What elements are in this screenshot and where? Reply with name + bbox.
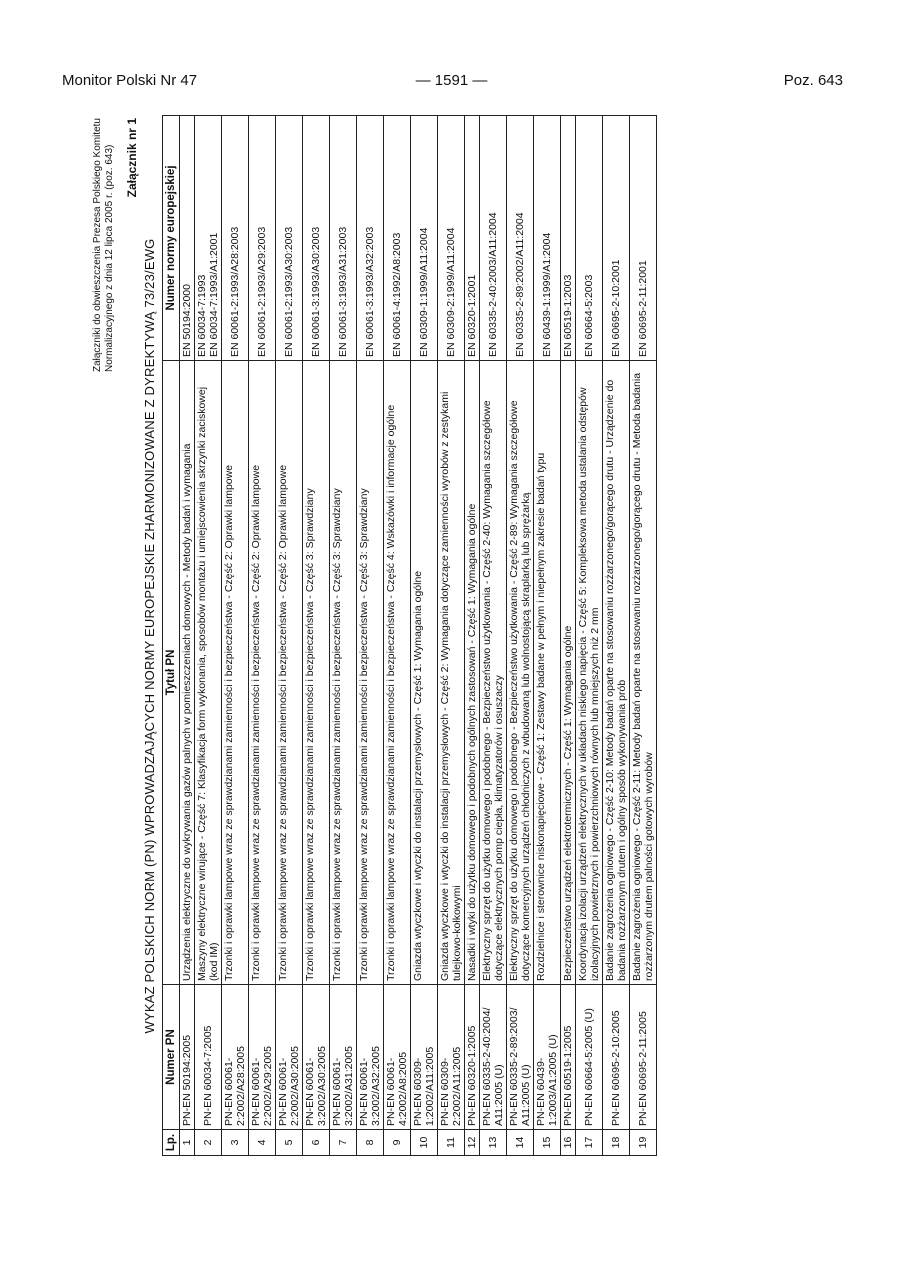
row-pn-number: PN-EN 60519-1:2005 <box>561 985 576 1130</box>
table-row <box>576 116 603 1156</box>
table-row <box>276 116 303 1156</box>
column-header-lp: Lp. <box>163 1130 180 1156</box>
table-row <box>507 116 534 1156</box>
row-pn-number: PN-EN 60061-2:2002/A30:2005 <box>276 985 303 1130</box>
en-number-line: EN 60034-7:1993/A1:2001 <box>208 232 220 357</box>
en-number-line: EN 60695-2-11:2001 <box>637 260 649 357</box>
table-row <box>384 116 411 1156</box>
row-title: Gniazda wtyczkowe i wtyczki do instalacji przemysłowych - Część 1: Wymagania ogólne <box>411 361 438 985</box>
row-pn-number: PN-EN 60309-2:2002/A11:2005 <box>438 985 465 1130</box>
page-header <box>0 0 903 110</box>
table-row <box>603 116 630 1156</box>
table-row <box>438 116 465 1156</box>
row-en-number <box>357 116 384 361</box>
row-lp: 6 <box>303 1130 330 1156</box>
row-pn-number: PN-EN 60695-2-11:2005 <box>630 985 657 1130</box>
row-lp: 17 <box>576 1130 603 1156</box>
row-lp: 7 <box>330 1130 357 1156</box>
headnote <box>92 118 116 372</box>
row-en-number <box>276 116 303 361</box>
en-number-line: EN 60061-4:1992/A8:2003 <box>391 232 403 357</box>
table-row <box>180 116 195 1156</box>
row-lp: 3 <box>222 1130 249 1156</box>
en-number-line: EN 60695-2-10:2001 <box>610 259 622 357</box>
row-lp: 15 <box>534 1130 561 1156</box>
row-title: Urządzenia elektryczne do wykrywania gazów palnych w pomieszczeniach domowych - Metody badań i wymagania <box>180 361 195 985</box>
table-row <box>357 116 384 1156</box>
row-title: Badanie zagrożenia ogniowego - Część 2-11: Metody badań oparte na stosowaniu rozżarzonego/gorącego drutu - Metoda badania rozżarzonym drutem palności gotowych wyrobów <box>630 361 657 985</box>
row-en-number <box>603 116 630 361</box>
row-pn-number: PN-EN 60335-2-40:2004/ A11:2005 (U) <box>480 985 507 1130</box>
table-row <box>465 116 480 1156</box>
row-title: Elektryczny sprzęt do użytku domowego i podobnego - Bezpieczeństwo użytkowania - Część 2-40: Wymagania szczegółowe dotyczące elektrycznych pomp ciepła, klimatyzatorów i osuszaczy <box>480 361 507 985</box>
row-lp: 14 <box>507 1130 534 1156</box>
table-row <box>561 116 576 1156</box>
row-title: Trzonki i oprawki lampowe wraz ze sprawdzianami zamienności i bezpieczeństwa - Część 2: Oprawki lampowe <box>249 361 276 985</box>
table-row <box>303 116 330 1156</box>
row-lp: 13 <box>480 1130 507 1156</box>
row-pn-number: PN-EN 60061-3:2002/A30:2005 <box>303 985 330 1130</box>
row-title: Trzonki i oprawki lampowe wraz ze sprawdzianami zamienności i bezpieczeństwa - Część 4: Wskazówki i informacje ogólne <box>384 361 411 985</box>
row-title: Trzonki i oprawki lampowe wraz ze sprawdzianami zamienności i bezpieczeństwa - Część 3: Sprawdziany <box>303 361 330 985</box>
column-header-numer-en: Numer normy europejskiej <box>163 116 180 361</box>
row-en-number <box>438 116 465 361</box>
row-en-number <box>507 116 534 361</box>
en-number-line: EN 60061-2:1993/A29:2003 <box>256 226 268 357</box>
row-lp: 18 <box>603 1130 630 1156</box>
row-en-number <box>249 116 276 361</box>
row-pn-number: PN-EN 60061-3:2002/A31:2005 <box>330 985 357 1130</box>
table-row <box>222 116 249 1156</box>
en-number-line: EN 60335-2-89:2002/A11:2004 <box>514 212 526 357</box>
table-row <box>480 116 507 1156</box>
en-number-line: EN 60309-2:1999/A11:2004 <box>445 227 457 357</box>
row-lp: 1 <box>180 1130 195 1156</box>
en-number-line: EN 60320-1:2001 <box>466 274 478 357</box>
position-number: Poz. 643 <box>783 72 843 89</box>
en-number-line: EN 60061-2:1993/A30:2003 <box>283 226 295 357</box>
row-lp: 16 <box>561 1130 576 1156</box>
en-number-line: EN 60664-5:2003 <box>583 274 595 357</box>
row-title: Trzonki i oprawki lampowe wraz ze sprawdzianami zamienności i bezpieczeństwa - Część 2: Oprawki lampowe <box>276 361 303 985</box>
row-pn-number: PN-EN 60034-7:2005 <box>195 985 222 1130</box>
table-row <box>195 116 222 1156</box>
table-header-row <box>163 116 180 1156</box>
en-number-line: EN 60034-7:1993 <box>196 274 208 357</box>
row-en-number <box>330 116 357 361</box>
row-pn-number: PN-EN 50194:2005 <box>180 985 195 1130</box>
table-row <box>330 116 357 1156</box>
row-en-number <box>384 116 411 361</box>
en-number-line: EN 60061-2:1993/A28:2003 <box>229 226 241 357</box>
en-number-line: EN 50194:2000 <box>181 284 193 357</box>
row-lp: 4 <box>249 1130 276 1156</box>
row-title: Trzonki i oprawki lampowe wraz ze sprawdzianami zamienności i bezpieczeństwa - Część 2: Oprawki lampowe <box>222 361 249 985</box>
row-lp: 8 <box>357 1130 384 1156</box>
table-row <box>630 116 657 1156</box>
en-number-line: EN 60061-3:1993/A32:2003 <box>364 226 376 357</box>
row-en-number <box>576 116 603 361</box>
annex-title: Załącznik nr 1 <box>125 118 139 198</box>
row-pn-number: PN-EN 60061-2:2002/A28:2005 <box>222 985 249 1130</box>
row-pn-number: PN-EN 60320-1:2005 <box>465 985 480 1130</box>
row-title: Maszyny elektryczne wirujące - Część 7: Klasyfikacja form wykonania, sposobów montażu i umiejscowienia skrzynki zaciskowej (kod IM) <box>195 361 222 985</box>
en-number-line: EN 60519-1:2003 <box>562 274 574 357</box>
row-title: Bezpieczeństwo urządzeń elektrotermicznych - Część 1: Wymagania ogólne <box>561 361 576 985</box>
headnote-line: Normalizacyjnego z dnia 12 lipca 2005 r. (poz. 643) <box>104 144 115 373</box>
headnote-line: Załączniki do obwieszczenia Prezesa Polskiego Komitetu <box>92 118 103 373</box>
row-title: Gniazda wtyczkowe i wtyczki do instalacji przemysłowych - Część 2: Wymagania dotyczące zamienności wyrobów z zestykami tulejkowo-kołkowymi <box>438 361 465 985</box>
table-row <box>534 116 561 1156</box>
row-lp: 19 <box>630 1130 657 1156</box>
row-en-number <box>222 116 249 361</box>
en-number-line: EN 60335-2-40:2003/A11:2004 <box>487 212 499 357</box>
row-lp: 11 <box>438 1130 465 1156</box>
row-en-number <box>561 116 576 361</box>
journal-name: Monitor Polski Nr 47 <box>62 72 198 89</box>
column-header-numer-pn: Numer PN <box>163 985 180 1130</box>
list-title: WYKAZ POLSKICH NORM (PN) WPROWADZAJĄCYCH NORMY EUROPEJSKIE ZHARMONIZOWANE Z DYREKTYWĄ 73/23/EWG <box>142 238 157 1034</box>
row-en-number <box>195 116 222 361</box>
rotated-content <box>92 116 776 1156</box>
row-en-number <box>303 116 330 361</box>
row-pn-number: PN-EN 60664-5:2005 (U) <box>576 985 603 1130</box>
row-pn-number: PN-EN 60439-1:2003/A1:2005 (U) <box>534 985 561 1130</box>
en-number-line: EN 60061-3:1993/A31:2003 <box>337 226 349 357</box>
row-lp: 2 <box>195 1130 222 1156</box>
row-en-number <box>534 116 561 361</box>
table-row <box>249 116 276 1156</box>
row-pn-number: PN-EN 60695-2-10:2005 <box>603 985 630 1130</box>
row-title: Trzonki i oprawki lampowe wraz ze sprawdzianami zamienności i bezpieczeństwa - Część 3: Sprawdziany <box>330 361 357 985</box>
row-en-number <box>465 116 480 361</box>
row-lp: 12 <box>465 1130 480 1156</box>
row-title: Badanie zagrożenia ogniowego - Część 2-10: Metody badań oparte na stosowaniu rozżarzonego/gorącego drutu - Urządzenie do badania rozżarzonym drutem i ogólny sposób wykonywania prób <box>603 361 630 985</box>
row-pn-number: PN-EN 60061-4:2002/A8:2005 <box>384 985 411 1130</box>
row-en-number <box>630 116 657 361</box>
row-pn-number: PN-EN 60335-2-89:2003/ A11:2005 (U) <box>507 985 534 1130</box>
column-header-tytul-pn: Tytuł PN <box>163 361 180 985</box>
row-lp: 9 <box>384 1130 411 1156</box>
row-title: Trzonki i oprawki lampowe wraz ze sprawdzianami zamienności i bezpieczeństwa - Część 3: Sprawdziany <box>357 361 384 985</box>
standards-table <box>162 115 657 1156</box>
row-pn-number: PN-EN 60061-2:2002/A29:2005 <box>249 985 276 1130</box>
row-pn-number: PN-EN 60061-3:2002/A32:2005 <box>357 985 384 1130</box>
row-en-number <box>180 116 195 361</box>
table-row <box>411 116 438 1156</box>
en-number-line: EN 60439-1:1999/A1:2004 <box>541 232 553 357</box>
row-title: Nasadki i wtyki do użytku domowego i podobnych ogólnych zastosowań - Część 1: Wymagania ogólne <box>465 361 480 985</box>
en-number-line: EN 60309-1:1999/A11:2004 <box>418 227 430 357</box>
en-number-line: EN 60061-3:1993/A30:2003 <box>310 226 322 357</box>
row-title: Koordynacja izolacji urządzeń elektrycznych w układach niskiego napięcia - Część 5: Kompleksowa metoda ustalania odstępów izolacyjnych powietrznych i powierzchniowych równych lub mniejszych niż 2 mm <box>576 361 603 985</box>
row-pn-number: PN-EN 60309-1:2002/A11:2005 <box>411 985 438 1130</box>
row-lp: 10 <box>411 1130 438 1156</box>
row-en-number <box>480 116 507 361</box>
row-title: Elektryczny sprzęt do użytku domowego i podobnego - Bezpieczeństwo użytkowania - Część 2-89: Wymagania szczegółowe dotyczące komercyjnych urządzeń chłodniczych z wbudowaną lub wolnostojącą skraplarką lub sprężarką <box>507 361 534 985</box>
page-number: — 1591 — <box>415 72 488 89</box>
row-title: Rozdzielnice i sterownice niskonapięciowe - Część 1: Zestawy badane w pełnym i niepełnym zakresie badań typu <box>534 361 561 985</box>
row-en-number <box>411 116 438 361</box>
row-lp: 5 <box>276 1130 303 1156</box>
